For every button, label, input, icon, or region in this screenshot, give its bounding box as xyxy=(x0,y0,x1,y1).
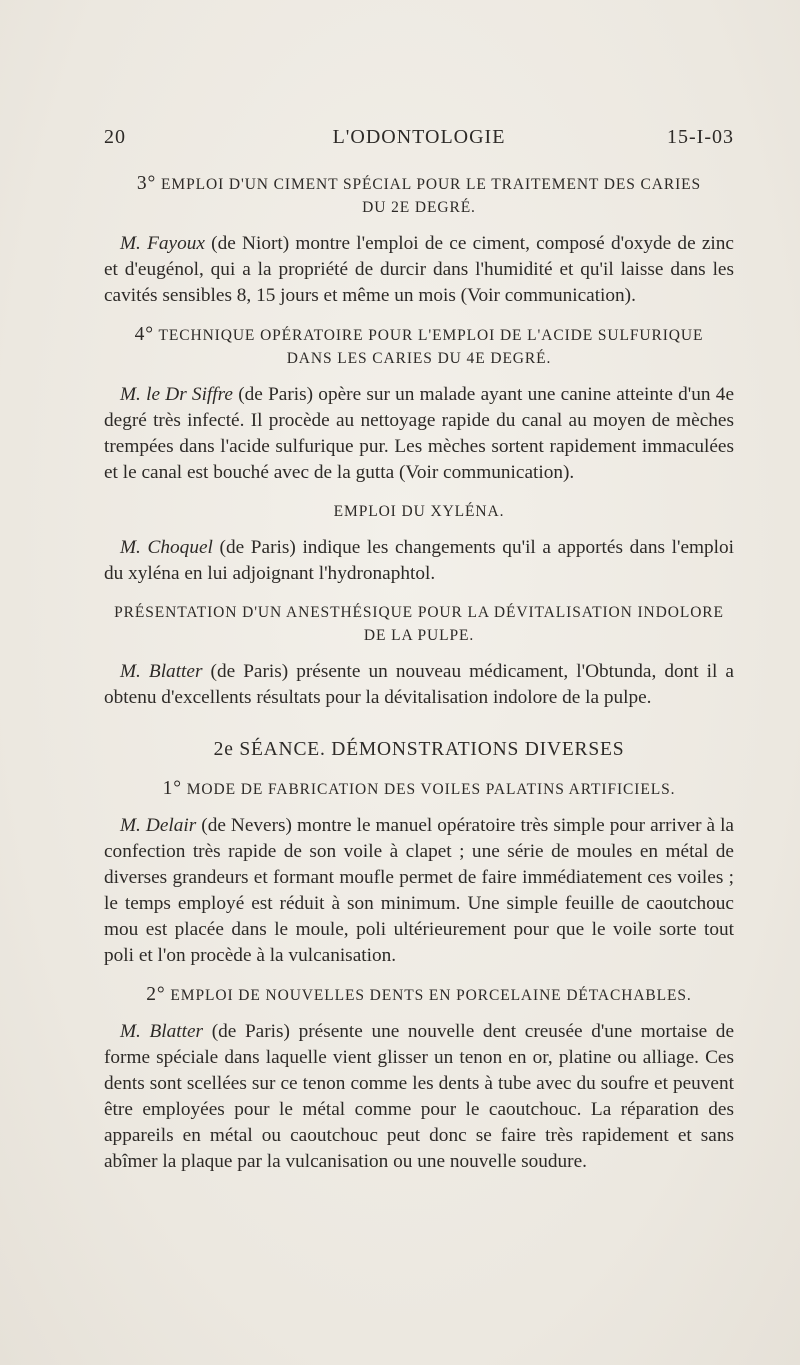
section-heading xyxy=(104,172,734,219)
paragraph-text: (de Paris) opère sur un malade ayant une canine atteinte d'un 4e degré très infecté. Il procède au nettoyage rapide du canal au moyen de mèches trempées dans l'acide sulfurique pur. Les mèches sortent rapidement immaculées et le canal est bouché avec de la gutta (Voir communication). xyxy=(104,384,734,483)
author-name: M. le Dr Siffre xyxy=(120,384,233,405)
section-heading-line1: EMPLOI DE NOUVELLES DENTS EN PORCELAINE DÉTACHABLES. xyxy=(170,987,692,1004)
author-name: M. Delair xyxy=(120,815,197,836)
paragraph-text: (de Nevers) montre le manuel opératoire très simple pour arriver à la confection très rapide de son voile à clapet ; une série de moules en métal de diverses grandeurs et formant moufle permet de faire immédiatement ces voiles ; le temps employé est réduit à son minimum. Une simple feuille de caoutchouc mou est placée dans le moule, poli ultérieurement pour que le voile sorte tout poli et l'on procède à la vulcanisation. xyxy=(104,815,734,966)
paragraph xyxy=(104,382,734,486)
author-name: M. Fayoux xyxy=(120,233,205,254)
section-heading-line1: MODE DE FABRICATION DES VOILES PALATINS ARTIFICIELS. xyxy=(186,781,676,798)
author-name: M. Blatter xyxy=(120,661,203,682)
section-number: 1° xyxy=(162,778,182,799)
paragraph xyxy=(104,1019,734,1175)
section-heading xyxy=(104,601,734,647)
author-name: M. Choquel xyxy=(120,537,213,558)
running-header xyxy=(104,126,734,150)
paragraph xyxy=(104,659,734,711)
paragraph xyxy=(104,535,734,587)
seance-title: 2e SÉANCE. DÉMONSTRATIONS DIVERSES xyxy=(213,739,625,760)
paragraph-text: (de Paris) présente un nouveau médicament, l'Obtunda, dont il a obtenu d'excellents résultats pour la dévitalisation indolore de la pulpe. xyxy=(104,661,734,708)
section-number: 3° xyxy=(136,173,157,194)
paragraph-text: (de Paris) présente une nouvelle dent creusée d'une mortaise de forme spéciale dans laquelle vient glisser un tenon en or, platine ou alliage. Ces dents sont scellées sur ce tenon comme les dents à tube avec du soufre et peuvent être employées pour le métal comme pour le caoutchouc. La réparation des appareils en métal ou caoutchouc peut donc se faire très rapidement et sans abîmer la plaque par la vulcanisation ou une nouvelle soudure. xyxy=(104,1021,734,1172)
section-heading-line2: DANS LES CARIES DU 4E DEGRÉ. xyxy=(286,350,552,367)
paragraph xyxy=(104,231,734,309)
section-heading-line1: TECHNIQUE OPÉRATOIRE POUR L'EMPLOI DE L'ACIDE SULFURIQUE xyxy=(158,327,704,344)
journal-title: L'ODONTOLOGIE xyxy=(332,126,506,148)
section-heading xyxy=(104,983,734,1007)
section-heading xyxy=(104,323,734,370)
author-name: M. Blatter xyxy=(120,1021,204,1042)
paragraph xyxy=(104,813,734,969)
section-heading-line2: DU 2E DEGRÉ. xyxy=(362,199,476,216)
issue-date: 15-I-03 xyxy=(667,126,734,148)
page-body xyxy=(104,172,734,1175)
paragraph-text: (de Niort) montre l'emploi de ce ciment, composé d'oxyde de zinc et d'eugénol, qui a la propriété de durcir dans l'humidité et qu'il laisse dans les cavités sensibles 8, 15 jours et même un mois (Voir communication). xyxy=(104,233,734,306)
section-heading-line1: EMPLOI DU XYLÉNA. xyxy=(333,503,505,520)
paragraph-text: (de Paris) indique les changements qu'il a apportés dans l'emploi du xyléna en lui adjoignant l'hydronaphtol. xyxy=(104,537,734,584)
section-heading xyxy=(104,500,734,523)
section-heading xyxy=(104,777,734,801)
section-number: 2° xyxy=(146,984,166,1005)
page-number: 20 xyxy=(104,126,126,148)
section-heading-line2: DE LA PULPE. xyxy=(363,627,475,644)
section-heading-line1: PRÉSENTATION D'UN ANESTHÉSIQUE POUR LA DÉVITALISATION INDOLORE xyxy=(114,604,724,621)
section-heading-line1: EMPLOI D'UN CIMENT SPÉCIAL POUR LE TRAITEMENT DES CARIES xyxy=(161,176,702,193)
section-number: 4° xyxy=(134,324,155,345)
